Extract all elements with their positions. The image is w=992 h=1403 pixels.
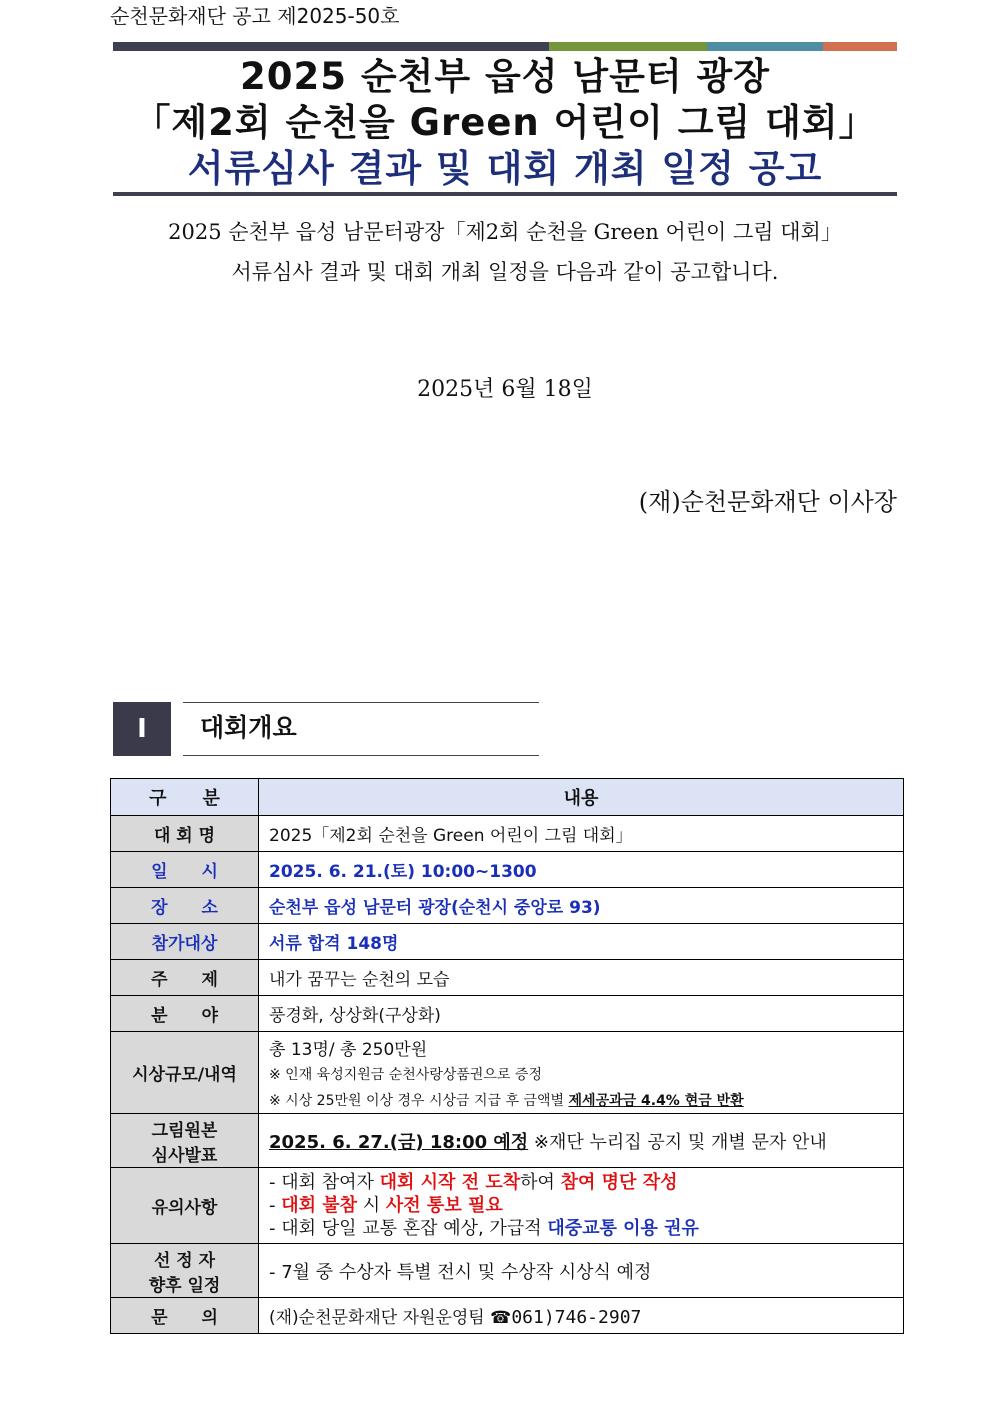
row-label-contact: 문 의 (111, 1298, 259, 1334)
awards-note-2-text: ※ 시상 25만원 이상 경우 시상금 지급 후 금액별 (269, 1093, 569, 1109)
row-value-results (259, 1114, 904, 1168)
table-row (111, 1298, 904, 1334)
title-line-3: 서류심사 결과 및 대회 개최 일정 공고 (187, 147, 823, 190)
overview-table (110, 778, 904, 1334)
intro-paragraph (113, 212, 897, 292)
row-label-datetime: 일 시 (111, 852, 259, 888)
table-row (111, 816, 904, 852)
color-bar-segment (823, 42, 897, 51)
header-content: 내용 (259, 779, 904, 816)
results-date: 2025. 6. 27.(금) 18:00 예정 (269, 1131, 529, 1153)
row-value-theme: 내가 꿈꾸는 순천의 모습 (259, 960, 904, 996)
notes-text: 하여 (520, 1172, 561, 1193)
row-value-datetime: 2025. 6. 21.(토) 10:00~1300 (259, 852, 904, 888)
intro-line-1: 2025 순천부 읍성 남문터광장「제2회 순천을 Green 어린이 그림 대회」 (168, 220, 842, 244)
announcement-date: 2025년 6월 18일 (417, 377, 593, 402)
row-label-name: 대 회 명 (111, 816, 259, 852)
document-title (113, 54, 897, 192)
table-row (111, 1244, 904, 1298)
intro-line-2: 서류심사 결과 및 대회 개최 일정을 다음과 같이 공고합니다. (231, 260, 779, 284)
table-row (111, 960, 904, 996)
phone-icon: ☎ (490, 1308, 512, 1328)
notes-text: - 대회 당일 교통 혼잡 예상, 가급적 (269, 1218, 548, 1239)
title-color-bar (113, 42, 897, 51)
results-label-line-2: 심사발표 (151, 1145, 218, 1166)
section-number-badge: Ⅰ (113, 702, 171, 756)
row-label-notes: 유의사항 (111, 1168, 259, 1244)
table-row (111, 996, 904, 1032)
notes-text: 시 (357, 1195, 386, 1216)
row-label-venue: 장 소 (111, 888, 259, 924)
section-title: 대회개요 (200, 713, 297, 742)
title-line-2: 「제2회 순천을 Green 어린이 그림 대회」 (133, 101, 877, 144)
row-value-name: 2025「제2회 순천을 Green 어린이 그림 대회」 (259, 816, 904, 852)
row-label-participants: 참가대상 (111, 924, 259, 960)
row-value-contact (259, 1298, 904, 1334)
row-value-awards (259, 1032, 904, 1114)
issuer-name: (재)순천문화재단 이사장 (638, 488, 897, 516)
color-bar-segment (549, 42, 707, 51)
row-value-notes (259, 1168, 904, 1244)
awards-note-1: ※ 인재 육성지원금 순천사랑상품권으로 증정 (269, 1067, 542, 1083)
row-value-participants: 서류 합격 148명 (259, 924, 904, 960)
row-label-awards: 시상규모/내역 (111, 1032, 259, 1114)
row-label-results (111, 1114, 259, 1168)
awards-tax-note: 제세공과금 4.4% 현금 반환 (568, 1093, 744, 1109)
title-line-1: 2025 순천부 읍성 남문터 광장 (240, 55, 770, 98)
color-bar-segment (113, 42, 549, 51)
section-bottom-rule (183, 755, 539, 756)
notes-line-3 (269, 1217, 893, 1240)
schedule-label-line-1: 선 정 자 (153, 1250, 216, 1271)
awards-summary: 총 13명/ 총 250만원 (269, 1040, 428, 1060)
notes-emph: 사전 통보 필요 (385, 1195, 503, 1216)
row-label-theme: 주 제 (111, 960, 259, 996)
table-row (111, 924, 904, 960)
notes-line-2 (269, 1194, 893, 1217)
header-category: 구 분 (111, 779, 259, 816)
notes-text: - 대회 참여자 (269, 1172, 380, 1193)
notes-emph: 대중교통 이용 권유 (547, 1218, 699, 1239)
table-row (111, 852, 904, 888)
awards-note-2 (269, 1090, 893, 1110)
table-row (111, 888, 904, 924)
row-value-field: 풍경화, 상상화(구상화) (259, 996, 904, 1032)
color-bar-segment (707, 42, 823, 51)
title-divider (113, 192, 897, 196)
table-header-row (111, 779, 904, 816)
table-row (111, 1114, 904, 1168)
table-row (111, 1032, 904, 1114)
contact-phone: 061)746-2907 (511, 1307, 642, 1328)
notes-emph: 참여 명단 작성 (560, 1172, 678, 1193)
row-label-field: 분 야 (111, 996, 259, 1032)
notes-text: - (269, 1195, 282, 1216)
section-top-rule (183, 702, 539, 703)
contact-org: (재)순천문화재단 자원운영팀 (269, 1308, 491, 1328)
results-notice: ※재단 누리집 공지 및 개별 문자 안내 (528, 1131, 827, 1153)
row-value-schedule: - 7월 중 수상자 특별 전시 및 수상작 시상식 예정 (259, 1244, 904, 1298)
row-label-schedule (111, 1244, 259, 1298)
schedule-label-line-2: 향후 일정 (148, 1275, 221, 1296)
notice-number: 순천문화재단 공고 제2025-50호 (110, 4, 400, 28)
results-label-line-1: 그림원본 (151, 1120, 218, 1141)
notes-line-1 (269, 1171, 893, 1194)
notes-emph: 대회 불참 (281, 1195, 358, 1216)
notes-emph: 대회 시작 전 도착 (379, 1172, 521, 1193)
table-row (111, 1168, 904, 1244)
row-value-venue: 순천부 읍성 남문터 광장(순천시 중앙로 93) (259, 888, 904, 924)
